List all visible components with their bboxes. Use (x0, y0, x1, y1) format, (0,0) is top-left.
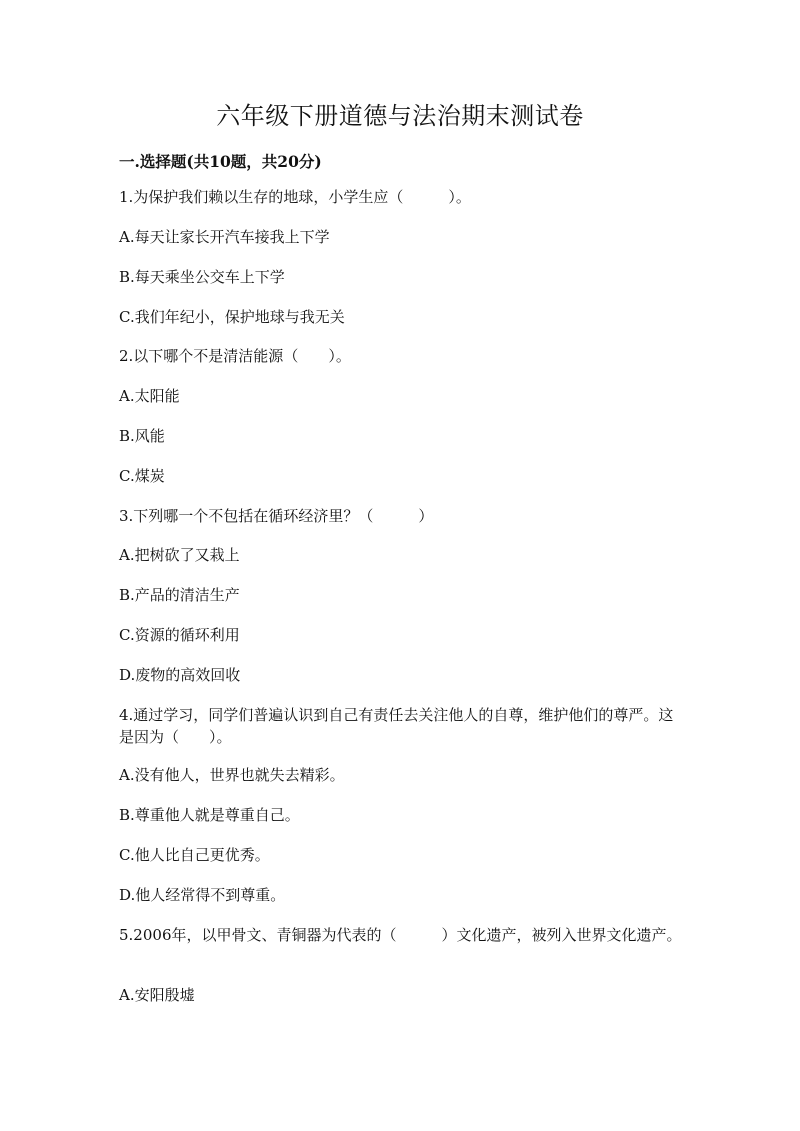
question-2-option-b: B.风能 (119, 427, 165, 445)
question-1-option-a: A.每天让家长开汽车接我上下学 (119, 228, 330, 246)
question-3-option-d: D.废物的高效回收 (119, 666, 241, 684)
question-3-stem: 3.下列哪一个不包括在循环经济里？（ ） (119, 507, 434, 525)
page-title: 六年级下册道德与法治期末测试卷 (216, 102, 584, 130)
question-1-option-c: C.我们年纪小，保护地球与我无关 (119, 308, 345, 326)
question-4-stem: 4.通过学习，同学们普遍认识到自己有责任去关注他人的自尊，维护他们的尊严。这是因为（ ）。 (119, 706, 674, 746)
question-4-option-b: B.尊重他人就是尊重自己。 (119, 806, 300, 824)
question-5-option-a: A.安阳殷墟 (119, 986, 195, 1004)
question-1-stem: 1.为保护我们赖以生存的地球，小学生应（ ）。 (119, 188, 471, 206)
question-2-stem: 2.以下哪个不是清洁能源（ ）。 (119, 347, 351, 365)
question-2-option-c: C.煤炭 (119, 467, 165, 485)
question-3-option-b: B.产品的清洁生产 (119, 586, 240, 604)
question-1-option-b: B.每天乘坐公交车上下学 (119, 268, 285, 286)
question-5-stem: 5.2006年，以甲骨文、青铜器为代表的（ ）文化遗产，被列入世界文化遗产。 (119, 926, 682, 944)
question-3-option-a: A.把树砍了又栽上 (119, 546, 240, 564)
section-heading: 一.选择题(共10题，共20分) (119, 152, 322, 171)
question-3-option-c: C.资源的循环利用 (119, 626, 240, 644)
question-4-option-a: A.没有他人，世界也就失去精彩。 (119, 766, 345, 784)
question-2-option-a: A.太阳能 (119, 387, 180, 405)
question-4-option-d: D.他人经常得不到尊重。 (119, 886, 286, 904)
question-4-option-c: C.他人比自己更优秀。 (119, 846, 270, 864)
